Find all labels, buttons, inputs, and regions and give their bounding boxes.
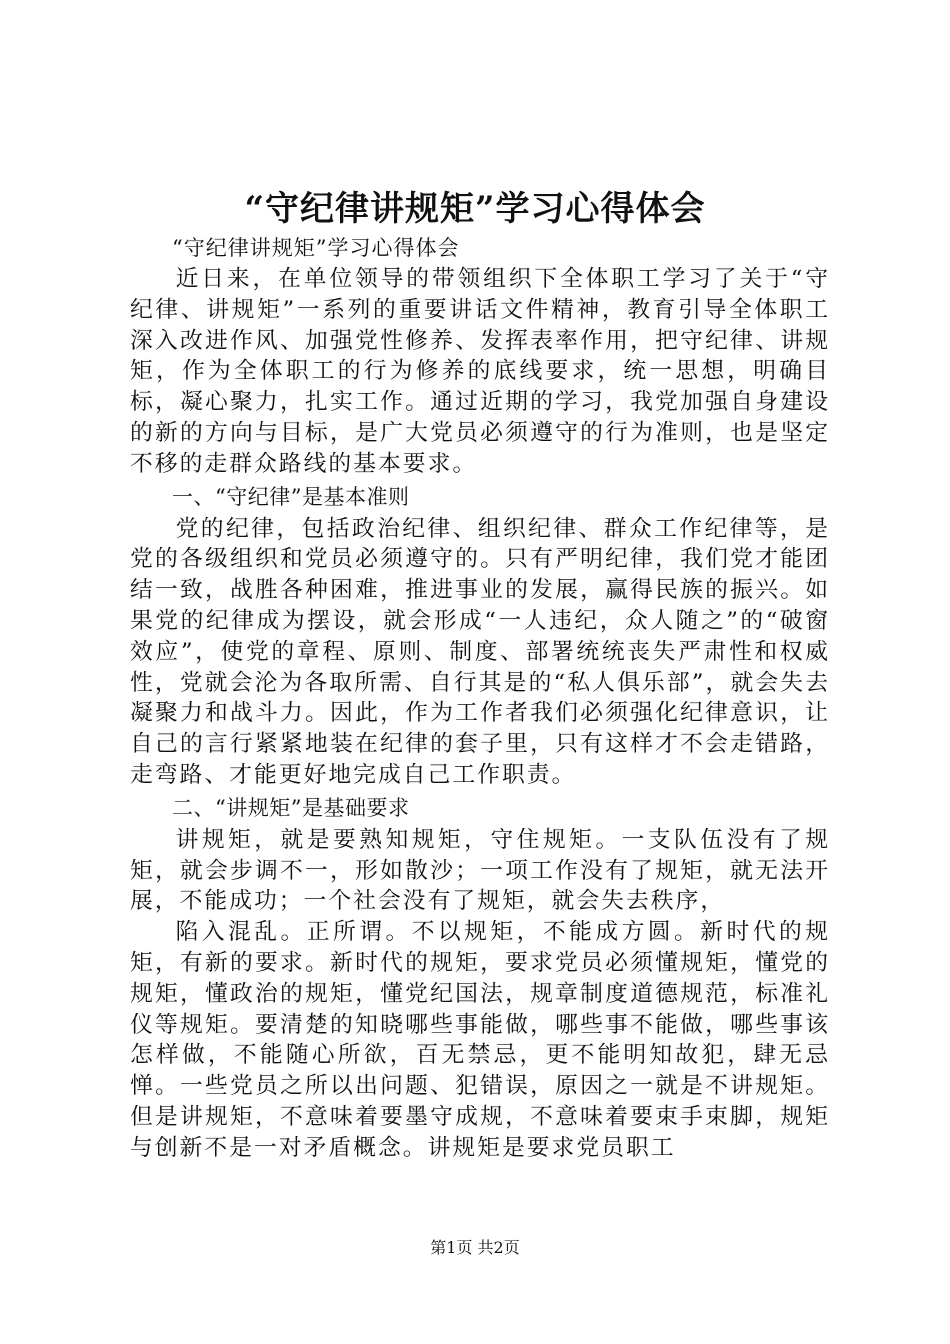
- section-2-paragraph-1: 讲规矩，就是要熟知规矩，守住规矩。一支队伍没有了规矩，就会步调不一，形如散沙；一项工作没有了规矩，就无法开展，不能成功；一个社会没有了规矩，就会失去秩序，: [130, 826, 830, 915]
- intro-paragraph: 近日来，在单位领导的带领组织下全体职工学习了关于“守纪律、讲规矩”一系列的重要讲话文件精神，教育引导全体职工深入改进作风、加强党性修养、发挥表率作用，把守纪律、讲规矩，作为全体职工的行为修养的底线要求，统一思想，明确目标，凝心聚力，扎实工作。通过近期的学习，我党加强自身建设的新的方向与目标，是广大党员必须遵守的行为准则，也是坚定不移的走群众路线的基本要求。: [130, 266, 830, 477]
- document-body: [130, 232, 830, 1164]
- section-heading-1: 一、“守纪律”是基本准则: [172, 484, 410, 509]
- section-2-paragraph-2: 陷入混乱。正所谓。不以规矩，不能成方圆。新时代的规矩，有新的要求。新时代的规矩，要求党员必须懂规矩，懂党的规矩，懂政治的规矩，懂党纪国法，规章制度道德规范，标准礼仪等规矩。要清楚的知晓哪些事能做，哪些事不能做，哪些事该怎样做，不能随心所欲，百无禁忌，更不能明知故犯，肆无忌惮。一些党员之所以出问题、犯错误，原因之一就是不讲规矩。但是讲规矩，不意味着要墨守成规，不意味着要束手束脚，规矩与创新不是一对矛盾概念。讲规矩是要求党员职工: [130, 919, 830, 1161]
- subtitle-paragraph: “守纪律讲规矩”学习心得体会: [172, 236, 460, 260]
- section-heading-2: 二、“讲规矩”是基础要求: [172, 795, 410, 820]
- page-footer: 第1页 共2页: [430, 1238, 520, 1257]
- section-1-paragraph: 党的纪律，包括政治纪律、组织纪律、群众工作纪律等，是党的各级组织和党员必须遵守的。只有严明纪律，我们党才能团结一致，战胜各种困难，推进事业的发展，赢得民族的振兴。如果党的纪律成为摆设，就会形成“一人违纪，众人随之”的“破窗效应”，使党的章程、原则、制度、部署统统丧失严肃性和权威性，党就会沦为各取所需、自行其是的“私人俱乐部”，就会失去凝聚力和战斗力。因此，作为工作者我们必须强化纪律意识，让自己的言行紧紧地装在纪律的套子里，只有这样才不会走错路，走弯路、才能更好地完成自己工作职责。: [130, 515, 830, 788]
- document-title: “守纪律讲规矩”学习心得体会: [244, 189, 706, 229]
